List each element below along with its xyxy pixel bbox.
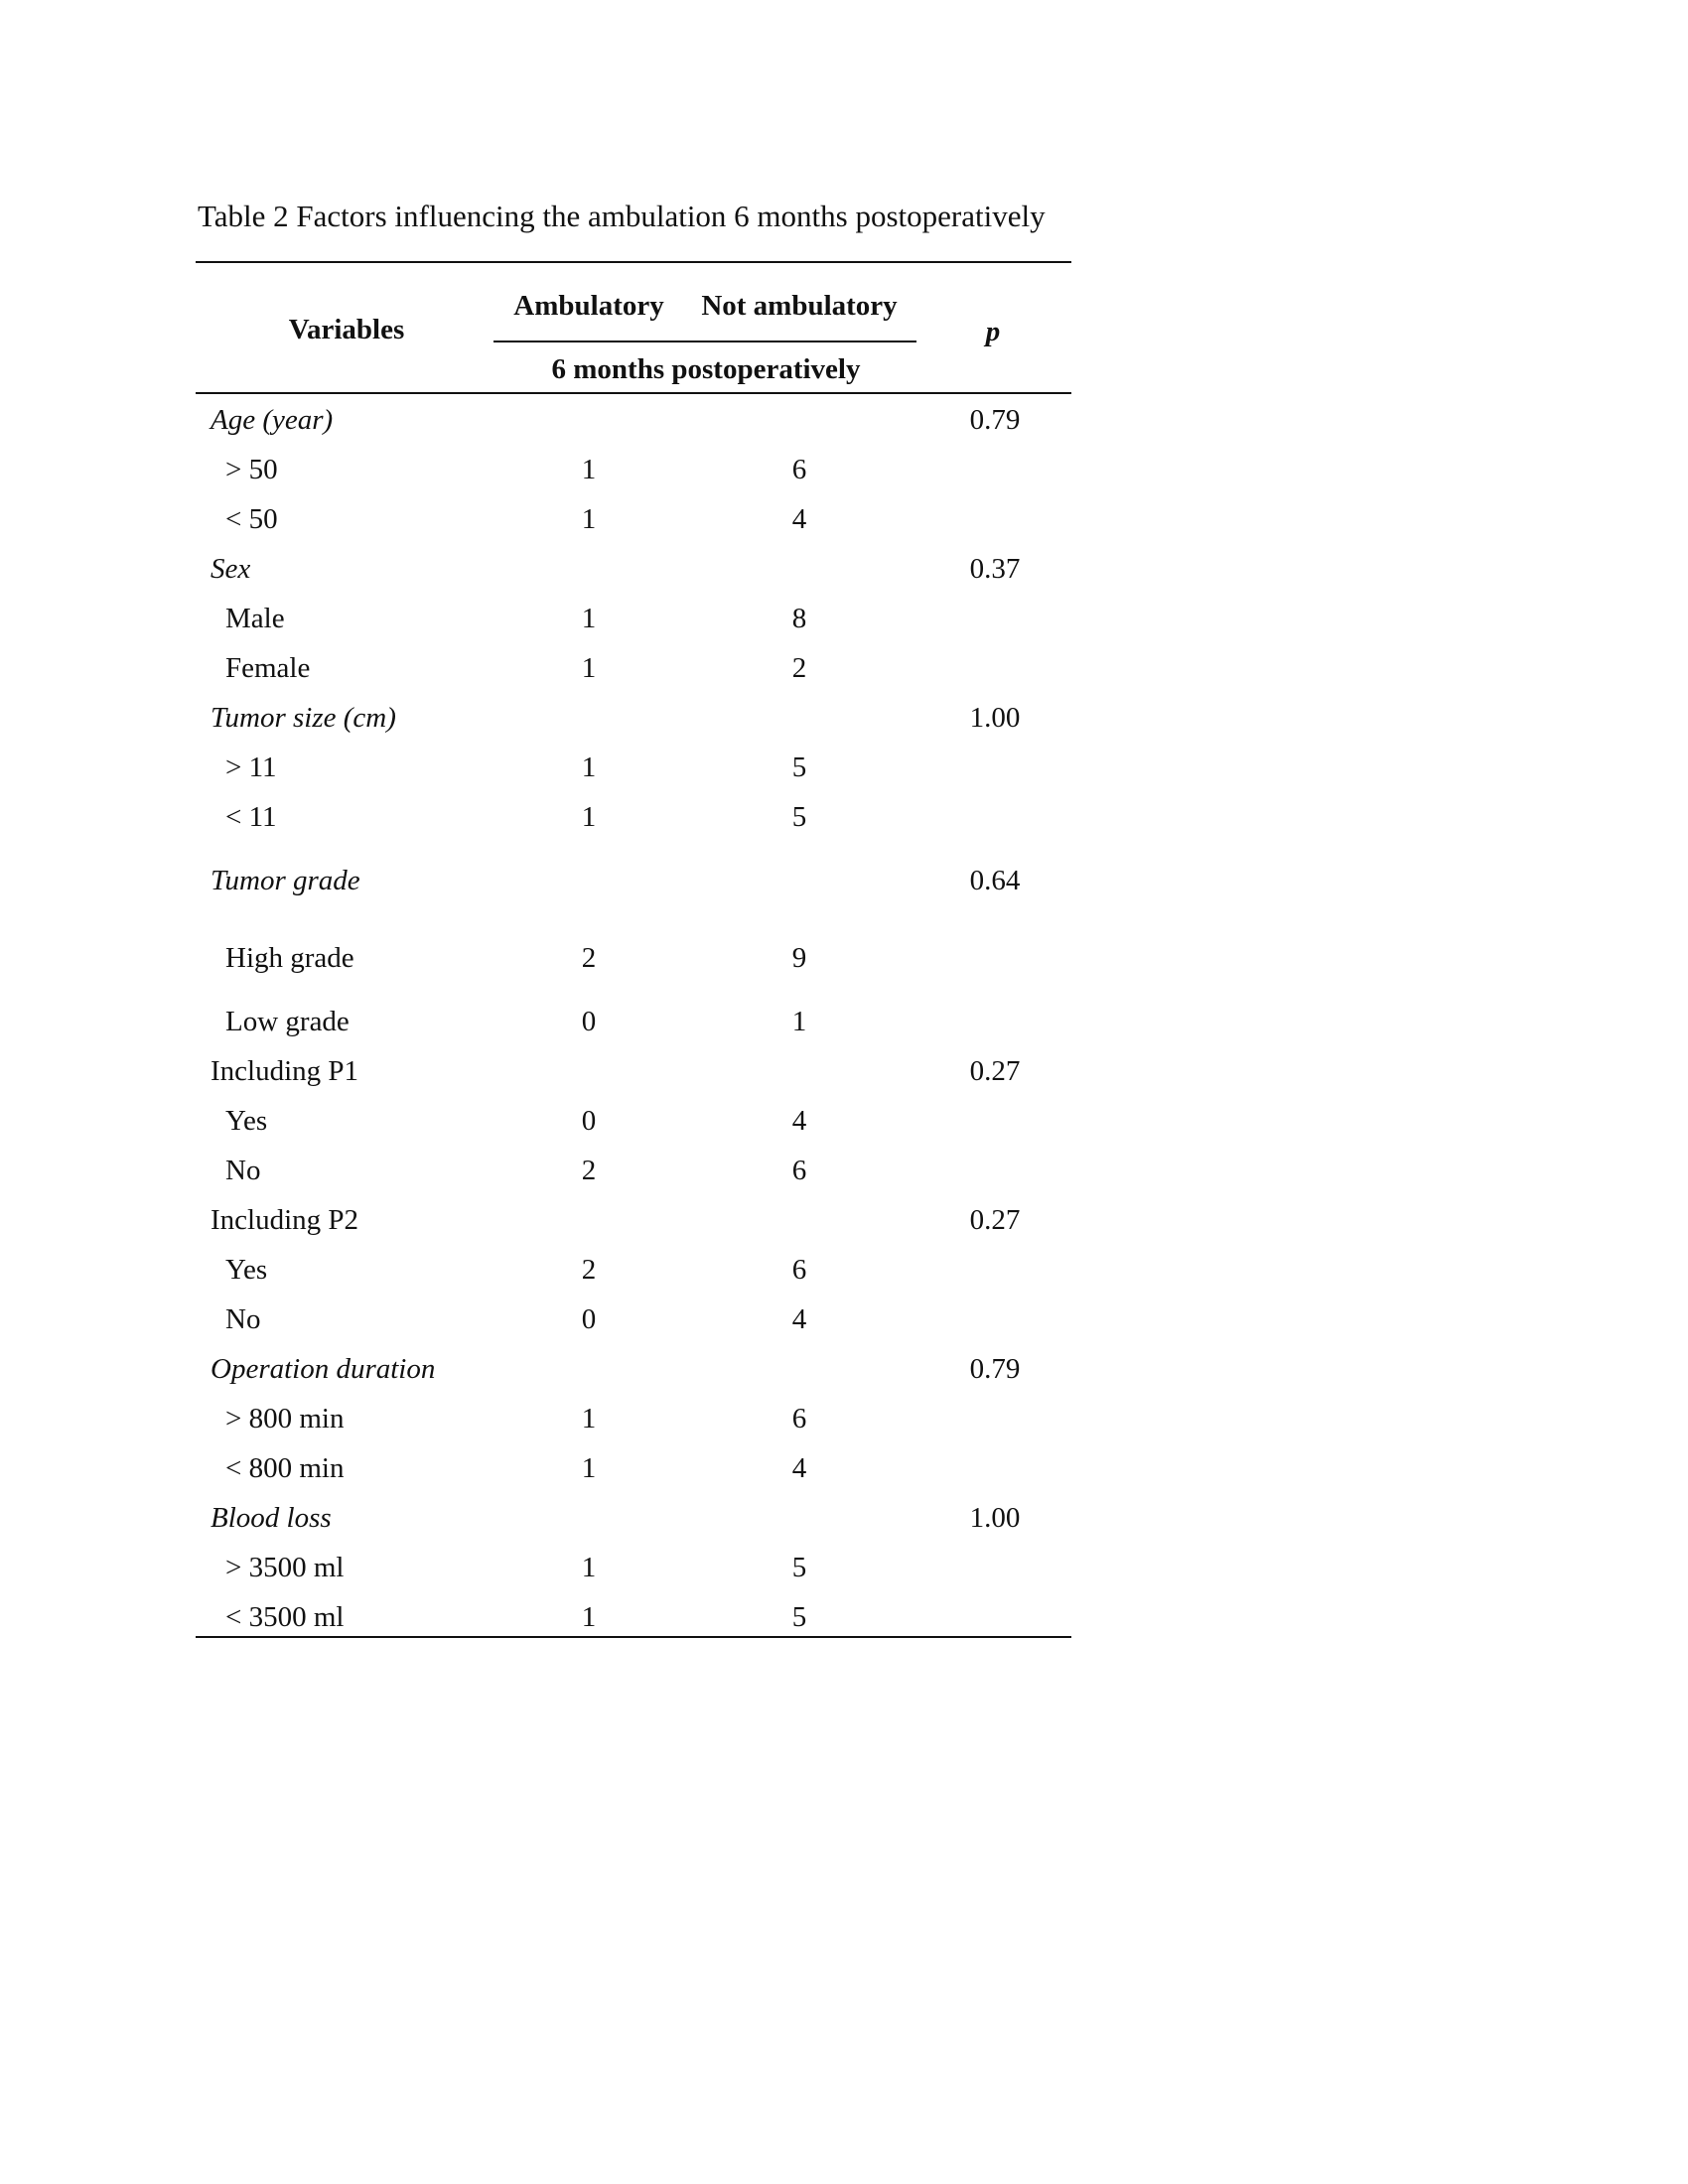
table-row [0, 698, 1688, 738]
not-ambulatory-count: 4 [791, 503, 807, 535]
ambulatory-count: 1 [581, 1601, 597, 1633]
ambulatory-count: 0 [581, 1006, 597, 1037]
row-label: < 800 min [225, 1452, 345, 1484]
ambulatory-count: 1 [581, 652, 597, 684]
row-label: Tumor size (cm) [211, 702, 396, 734]
not-ambulatory-count: 1 [791, 1006, 807, 1037]
p-value: 0.27 [969, 1204, 1021, 1236]
not-ambulatory-count: 2 [791, 652, 807, 684]
table-row [0, 1399, 1688, 1438]
row-label: No [225, 1155, 261, 1186]
row-label: Age (year) [211, 404, 334, 436]
table-row [0, 1051, 1688, 1091]
not-ambulatory-count: 6 [791, 1403, 807, 1434]
header-ambulatory: Ambulatory [513, 290, 664, 322]
table-row [0, 450, 1688, 489]
header-bottom-rule [196, 392, 1071, 394]
row-label: Sex [211, 553, 251, 585]
table-row [0, 1101, 1688, 1141]
table-row [0, 1200, 1688, 1240]
ambulatory-count: 0 [581, 1105, 597, 1137]
ambulatory-count: 2 [581, 1254, 597, 1286]
not-ambulatory-count: 8 [791, 603, 807, 634]
header-not-ambulatory: Not ambulatory [701, 290, 898, 322]
row-label: Female [225, 652, 311, 684]
header-p-value: p [985, 316, 1001, 347]
row-label: Yes [225, 1254, 268, 1286]
table-row [0, 748, 1688, 787]
not-ambulatory-count: 6 [791, 1254, 807, 1286]
not-ambulatory-count: 5 [791, 1601, 807, 1633]
row-label: > 3500 ml [225, 1552, 345, 1583]
not-ambulatory-count: 5 [791, 1552, 807, 1583]
header-variables: Variables [288, 314, 405, 345]
row-label: < 50 [225, 503, 278, 535]
ambulatory-count: 1 [581, 1452, 597, 1484]
table-row [0, 400, 1688, 440]
table-row [0, 1448, 1688, 1488]
table-row [0, 1548, 1688, 1587]
ambulatory-count: 1 [581, 801, 597, 833]
table-row [0, 1349, 1688, 1389]
ambulatory-count: 1 [581, 1403, 597, 1434]
ambulatory-count: 1 [581, 751, 597, 783]
group-rule [493, 341, 916, 342]
not-ambulatory-count: 5 [791, 801, 807, 833]
top-rule [196, 261, 1071, 263]
p-value: 0.27 [969, 1055, 1021, 1087]
not-ambulatory-count: 5 [791, 751, 807, 783]
table-row [0, 499, 1688, 539]
table-row [0, 1299, 1688, 1339]
p-value: 1.00 [969, 1502, 1021, 1534]
row-label: > 11 [225, 751, 277, 783]
table-caption: Table 2 Factors influencing the ambulation 6 months postoperatively [198, 199, 1046, 233]
row-label: No [225, 1303, 261, 1335]
p-value: 0.64 [969, 865, 1021, 896]
header-group-label: 6 months postoperatively [551, 353, 861, 385]
ambulatory-count: 1 [581, 1552, 597, 1583]
not-ambulatory-count: 4 [791, 1105, 807, 1137]
row-label: Blood loss [211, 1502, 332, 1534]
ambulatory-count: 0 [581, 1303, 597, 1335]
not-ambulatory-count: 4 [791, 1452, 807, 1484]
p-value: 0.79 [969, 404, 1021, 436]
row-label: < 3500 ml [225, 1601, 345, 1633]
table-row [0, 1498, 1688, 1538]
p-value: 1.00 [969, 702, 1021, 734]
table-row [0, 938, 1688, 978]
row-label: > 50 [225, 454, 278, 485]
table-row [0, 797, 1688, 837]
table-row [0, 599, 1688, 638]
row-label: Operation duration [211, 1353, 436, 1385]
ambulatory-count: 1 [581, 454, 597, 485]
not-ambulatory-count: 6 [791, 1155, 807, 1186]
row-label: Including P2 [211, 1204, 359, 1236]
not-ambulatory-count: 9 [791, 942, 807, 974]
p-value: 0.37 [969, 553, 1021, 585]
not-ambulatory-count: 6 [791, 454, 807, 485]
table-row [0, 1597, 1688, 1637]
row-label: < 11 [225, 801, 277, 833]
row-label: Tumor grade [211, 865, 360, 896]
row-label: Male [225, 603, 285, 634]
table-row [0, 549, 1688, 589]
ambulatory-count: 2 [581, 1155, 597, 1186]
table-row [0, 648, 1688, 688]
ambulatory-count: 1 [581, 603, 597, 634]
ambulatory-count: 2 [581, 942, 597, 974]
row-label: Low grade [225, 1006, 350, 1037]
p-value: 0.79 [969, 1353, 1021, 1385]
table-row [0, 861, 1688, 900]
table-row [0, 1002, 1688, 1041]
row-label: High grade [225, 942, 354, 974]
not-ambulatory-count: 4 [791, 1303, 807, 1335]
row-label: > 800 min [225, 1403, 345, 1434]
table-row [0, 1250, 1688, 1290]
table-row [0, 1151, 1688, 1190]
ambulatory-count: 1 [581, 503, 597, 535]
row-label: Yes [225, 1105, 268, 1137]
row-label: Including P1 [211, 1055, 359, 1087]
